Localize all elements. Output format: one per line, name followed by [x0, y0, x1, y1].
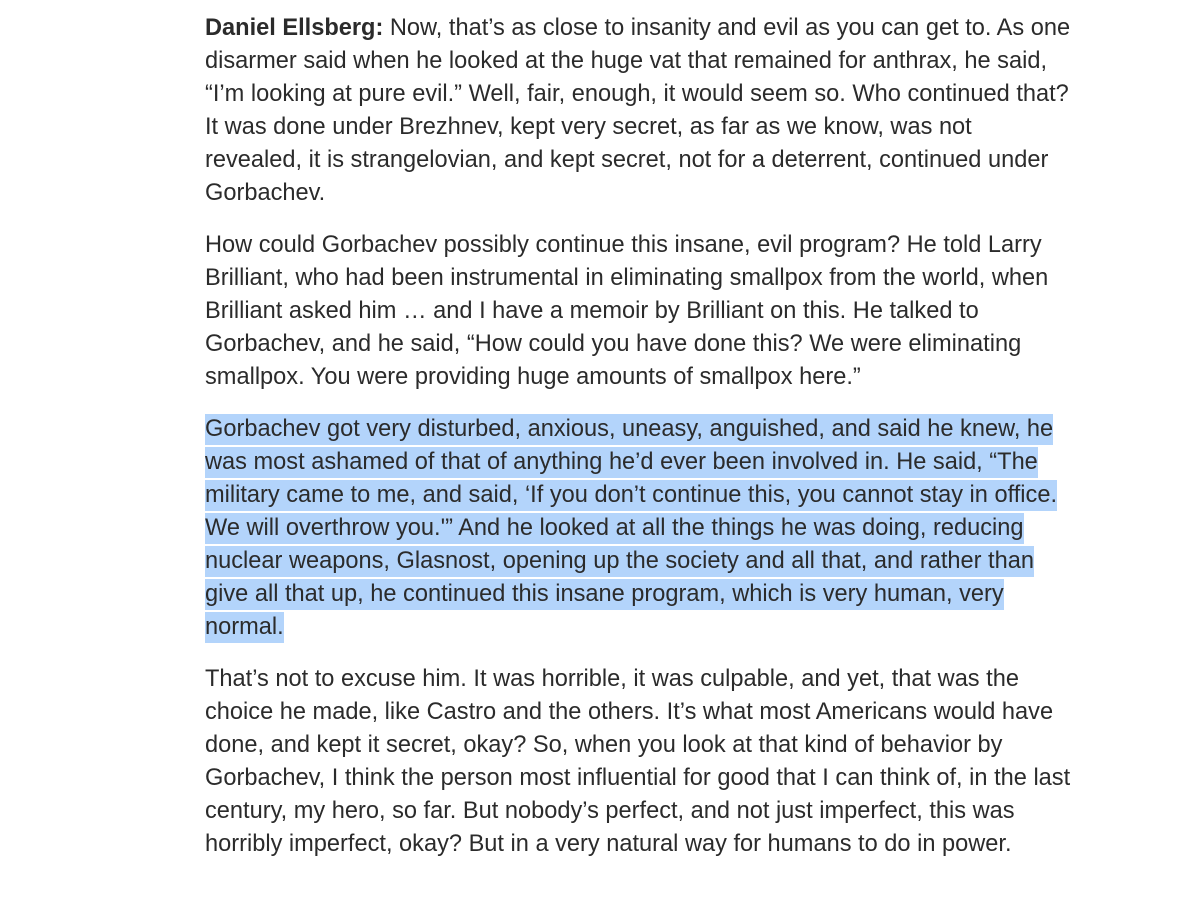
article-body — [205, 12, 1075, 880]
paragraph-3-selected[interactable] — [205, 413, 1075, 644]
paragraph-4-text: That’s not to excuse him. It was horrible, it was culpable, and yet, that was the choice he made, like Castro and the others. It’s what most Americans would have done, and kept it secret, okay? So, when you look at that kind of behavior by Gorbachev, I think the person most influential for good that I can think of, in the last century, my hero, so far. But nobody’s perfect, and not just imperfect, this was horribly imperfect, okay? But in a very natural way for humans to do in power. — [205, 666, 1071, 857]
speaker-name: Daniel Ellsberg: — [205, 15, 384, 41]
text-selection-highlight[interactable]: Gorbachev got very disturbed, anxious, uneasy, anguished, and said he knew, he was most ashamed of that of anything he’d ever been involved in. He said, “The military came to me, and said, ‘If you don’t continue this, you cannot stay in office. We will overthrow you.'” And he looked at all the things he was doing, reducing nuclear weapons, Glasnost, opening up the society and all that, and rather than give all that up, he continued this insane program, which is very human, very normal. — [205, 414, 1057, 643]
paragraph-2[interactable] — [205, 229, 1075, 394]
paragraph-1[interactable] — [205, 12, 1075, 210]
paragraph-4[interactable] — [205, 663, 1075, 861]
paragraph-2-text: How could Gorbachev possibly continue this insane, evil program? He told Larry Brilliant, who had been instrumental in eliminating smallpox from the world, when Brilliant asked him … and I have a memoir by Brilliant on this. He talked to Gorbachev, and he said, “How could you have done this? We were eliminating smallpox. You were providing huge amounts of smallpox here.” — [205, 232, 1049, 390]
paragraph-1-text: Now, that’s as close to insanity and evil as you can get to. As one disarmer said when he looked at the huge vat that remained for anthrax, he said, “I’m looking at pure evil.” Well, fair, enough, it would seem so. Who continued that? It was done under Brezhnev, kept very secret, as far as we know, was not revealed, it is strangelovian, and kept secret, not for a deterrent, continued under Gorbachev. — [205, 15, 1071, 206]
